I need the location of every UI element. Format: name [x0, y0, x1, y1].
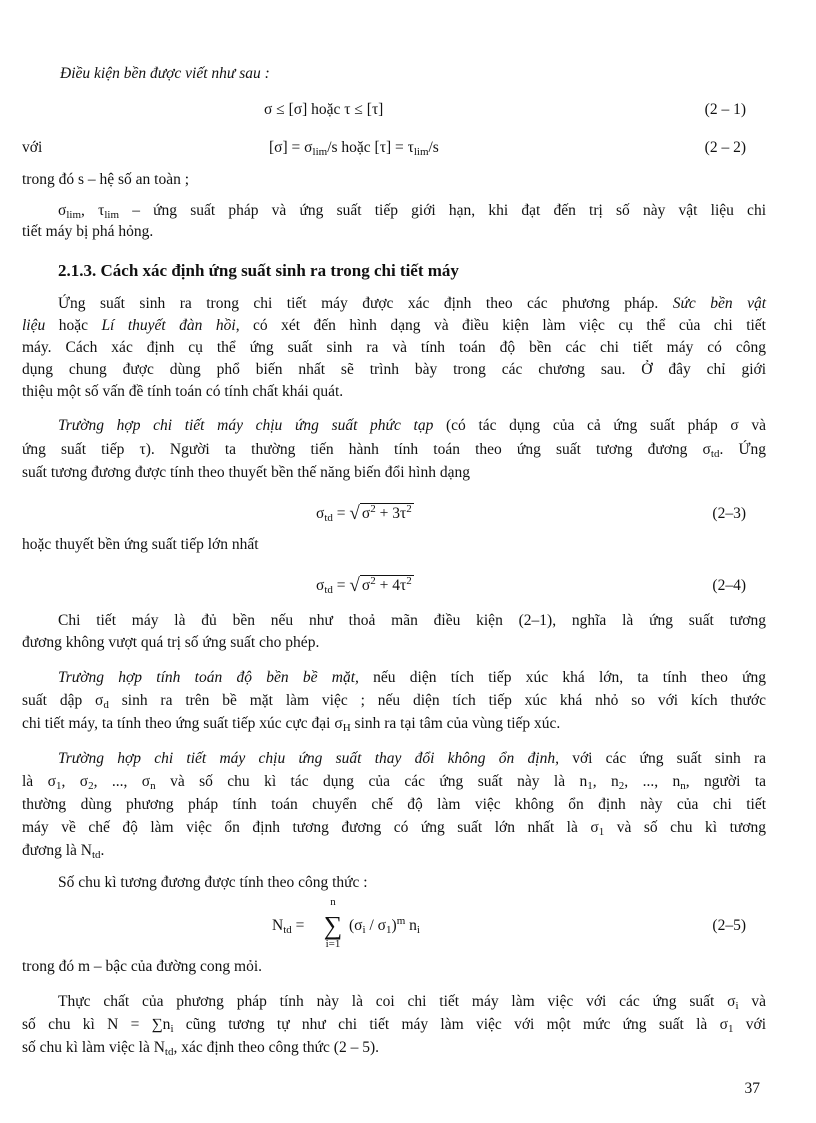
- equation-2-3: [22, 502, 766, 526]
- variable-para-2g: , người ta: [685, 773, 767, 790]
- essence-para-2c: với: [733, 1016, 767, 1033]
- where-m-line: [22, 957, 766, 977]
- surface-para-1-rest: nếu diện tích tiếp xúc khá lớn, ta tính theo ứng: [358, 669, 766, 686]
- variable-para-2b: , σ: [61, 773, 89, 790]
- section-title: 2.1.3. Cách xác định ứng suất sinh ra trong chi tiết máy: [58, 261, 459, 280]
- surface-para-3a: chi tiết máy, ta tính theo ứng suất tiếp xúc cực đại σ: [22, 715, 343, 732]
- essence-para-3a: số chu kì làm việc là N: [22, 1039, 165, 1056]
- section-heading: [58, 261, 459, 281]
- sigma-lim-symbol: $\sigma_{lim}$, $\tau_{lim}$: [58, 202, 119, 221]
- variable-para-line-2: là $\sigma_1$, $\sigma_2$, ..., $\sigma_n$ và số chu kì tác dụng của các ứng suất này là $n_1$, $n_2$, ..., $n_n$, người ta: [22, 773, 767, 792]
- intro-text: Điều kiện bền được viết như sau :: [60, 65, 270, 82]
- ok-para-line-1: [22, 611, 766, 631]
- surface-para-1-italic: Trường hợp tính toán độ bền bề mặt,: [58, 669, 359, 686]
- complex-para-line-2: ứng suất tiếp τ). Người ta thường tiến hành tính toán theo ứng suất tương đương $\sigma_{td}$. Ứng: [22, 441, 766, 460]
- where-m-text: trong đó m – bậc của đường cong mỏi.: [22, 958, 263, 975]
- variable-para-4a: máy về chế độ làm việc ổn định tương đương có ứng suất lớn nhất là σ: [22, 819, 599, 836]
- ok-para-2: đương không vượt quá trị số ứng suất cho phép.: [22, 634, 320, 651]
- intro-line: [60, 64, 270, 84]
- variable-para-line-5: đương là $N_{td}$.: [22, 842, 105, 861]
- sigma-lim-desc-2: tiết máy bị phá hỏng.: [22, 223, 154, 240]
- complex-para-1-rest: (có tác dụng của cả ứng suất pháp σ và: [433, 417, 766, 434]
- complex-para-3: suất tương đương được tính theo thuyết bền thế năng biến đổi hình dạng: [22, 464, 470, 481]
- equation-2-2: [22, 136, 766, 160]
- intro-para-line-4: [22, 360, 766, 380]
- essence-para-3b: , xác định theo công thức (2 – 5).: [173, 1039, 380, 1056]
- intro-para-3: máy. Cách xác định cụ thể ứng suất sinh ra và tính toán độ bền các chi tiết máy có công: [22, 339, 766, 356]
- variable-para-2c: , ..., σ: [93, 773, 151, 790]
- essence-para-1b: và: [738, 993, 766, 1010]
- or-text: hoặc thuyết bền ứng suất tiếp lớn nhất: [22, 536, 259, 553]
- equation-2-5-lhs: $N_{td}$ =: [272, 917, 305, 936]
- page: [22, 0, 766, 1123]
- essence-para-2a: số chu kì N = ∑n: [22, 1016, 171, 1033]
- intro-para-line-3: [22, 338, 766, 358]
- ok-para-line-2: [22, 633, 766, 653]
- variable-para-5a: đương là N: [22, 842, 92, 859]
- intro-para-line-2: [22, 316, 766, 336]
- equation-2-1-text: σ ≤ [σ] hoặc τ ≤ [τ]: [264, 101, 384, 118]
- equation-2-2-number: (2 – 2): [704, 139, 746, 156]
- equation-2-4-formula: $\sigma_{td}$ = √ $\sigma^2 + 4\tau^2$: [316, 575, 412, 596]
- variable-para-line-1: [22, 749, 766, 769]
- equation-2-3-number: (2–3): [712, 505, 746, 522]
- complex-para-2a: ứng suất tiếp τ). Người ta thường tiến hành tính toán theo ứng suất tương đương σ: [22, 441, 711, 458]
- equation-2-4-number: (2–4): [712, 577, 746, 594]
- essence-para-1a: Thực chất của phương pháp tính này là coi chi tiết máy làm việc với các ứng suất σ: [58, 993, 736, 1010]
- sigma-lim-line-1: [58, 201, 766, 221]
- variable-para-2a: là σ: [22, 773, 56, 790]
- variable-para-1-italic: Trường hợp chi tiết máy chịu ứng suất thay đổi không ổn định,: [58, 750, 559, 767]
- equation-2-1: [22, 98, 766, 122]
- cycles-text: Số chu kì tương đương được tính theo công thức :: [58, 874, 368, 891]
- intro-para-2b: hoặc: [45, 317, 102, 334]
- intro-para-1a: Ứng suất sinh ra trong chi tiết máy được xác định theo các phương pháp.: [58, 295, 659, 312]
- variable-para-line-4: máy về chế độ làm việc ổn định tương đương có ứng suất lớn nhất là $\sigma_1$ và số chu kì tương: [22, 819, 766, 838]
- intro-para-line-1: [22, 294, 766, 314]
- equation-2-5-number: (2–5): [712, 917, 746, 934]
- complex-para-line-1: [22, 416, 766, 436]
- surface-para-line-2: suất dập $\sigma_d$ sinh ra trên bề mặt làm việc ; nếu diện tích tiếp xúc khá nhỏ so với kích thước: [22, 692, 767, 711]
- surface-para-2a: suất dập σ: [22, 692, 104, 709]
- equation-2-2-label: với: [22, 139, 43, 156]
- surface-para-3b: sinh ra tại tâm của vùng tiếp xúc.: [350, 715, 561, 732]
- cycles-line: [22, 873, 766, 893]
- equation-2-2-text: $[\sigma] = \sigma_{lim}/s$ hoặc $[\tau] = \tau_{lim}/s$: [269, 139, 439, 158]
- equation-2-3-formula: $\sigma_{td}$ = √ $\sigma^2 + 3\tau^2$: [316, 503, 412, 524]
- complex-para-2b: . Ứng: [719, 441, 766, 458]
- sum-symbol: n ∑ i=1: [318, 914, 348, 942]
- equation-2-1-number: (2 – 1): [704, 101, 746, 118]
- complex-para-line-3: [22, 463, 766, 483]
- sum-lower-limit: i=1: [325, 938, 341, 950]
- where-s-line: [22, 170, 766, 190]
- variable-para-line-3: [22, 795, 766, 815]
- or-line: [22, 535, 766, 555]
- essence-para-2b: cũng tương tự như chi tiết máy làm việc với một mức ứng suất là σ: [173, 1016, 728, 1033]
- variable-para-1-rest: với các ứng suất sinh ra: [558, 750, 766, 767]
- variable-para-2e: , n: [592, 773, 619, 790]
- intro-para-line-5: [22, 382, 766, 402]
- sigma-lim-line-2: [22, 222, 766, 242]
- essence-para-line-2: số chu kì $N = \sum n_i$ cũng tương tự như chi tiết máy làm việc với một mức ứng suất là $\sigma_1$ với: [22, 1016, 767, 1035]
- variable-para-5b: .: [100, 842, 105, 859]
- equation-2-5: [22, 896, 766, 950]
- variable-para-4b: và số chu kì tương: [604, 819, 766, 836]
- surface-para-line-3: chi tiết máy, ta tính theo ứng suất tiếp xúc cực đại $\sigma_H$ sinh ra tại tâm của vùng tiếp xúc.: [22, 715, 561, 734]
- sigma-lim-desc-1: – ứng suất pháp và ứng suất tiếp giới hạn, khi đạt đến trị số này vật liệu chi: [132, 202, 766, 219]
- intro-para-2c: Lí thuyết đàn hồi: [101, 317, 236, 334]
- intro-para-1b: Sức bền vật: [672, 295, 767, 312]
- where-s-text: trong đó s – hệ số an toàn ;: [22, 171, 190, 188]
- intro-para-2a: liệu: [22, 317, 46, 334]
- sum-upper-limit: n: [330, 896, 336, 908]
- variable-para-2d: và số chu kì tác dụng của các ứng suất này là n: [155, 773, 588, 790]
- surface-para-line-1: [22, 668, 766, 688]
- equation-2-5-rhs: $(\sigma_i / \sigma_1)^m$ $n_i$: [349, 915, 420, 936]
- equation-2-4: [22, 574, 766, 598]
- intro-para-5: thiệu một số vấn đề tính toán có tính chất khái quát.: [22, 383, 344, 400]
- variable-para-2f: , ..., n: [624, 773, 681, 790]
- complex-para-1-italic: Trường hợp chi tiết máy chịu ứng suất phức tạp: [58, 417, 434, 434]
- essence-para-line-3: số chu kì làm việc là $N_{td}$, xác định theo công thức (2 – 5).: [22, 1039, 380, 1058]
- page-number: 37: [744, 1080, 760, 1097]
- intro-para-2d: , có xét đến hình dạng và điều kiện làm việc cụ thể của chi tiết: [235, 317, 766, 334]
- variable-para-3: thường dùng phương pháp tính toán chuyển chế độ làm việc không ổn định này của chi tiết: [22, 796, 766, 813]
- ok-para-1: Chi tiết máy là đủ bền nếu như thoả mãn điều kiện (2–1), nghĩa là ứng suất tương: [58, 612, 766, 629]
- intro-para-4: dụng chung được dùng phổ biến nhất sẽ trình bày trong các chương sau. Ở đây chỉ giới: [22, 361, 766, 378]
- surface-para-2b: sinh ra trên bề mặt làm việc ; nếu diện tích tiếp xúc khá nhỏ so với kích thước: [108, 692, 767, 709]
- essence-para-line-1: Thực chất của phương pháp tính này là coi chi tiết máy làm việc với các ứng suất $\sigma_i$ và: [58, 993, 766, 1012]
